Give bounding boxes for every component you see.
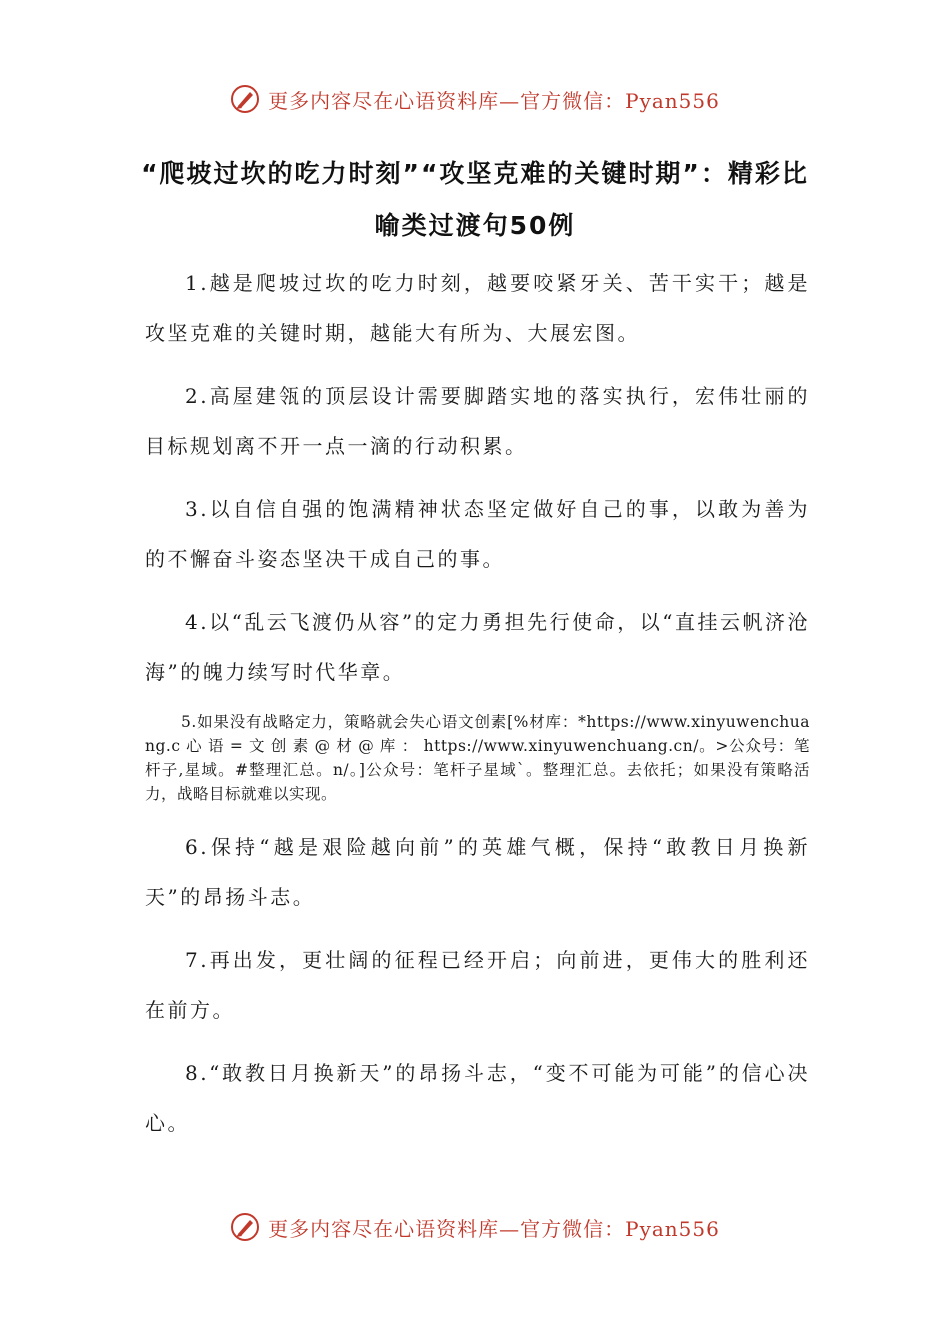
pen-logo-icon xyxy=(230,84,260,114)
page-title: “爬坡过坎的吃力时刻”“攻坚克难的关键时期”：精彩比喻类过渡句50例 xyxy=(141,159,809,240)
footer-banner xyxy=(0,1212,950,1242)
paragraph-5: 5.如果没有战略定力，策略就会失心语文创素[%材库：*https://www.xinyuwenchuang.c 心 语 = 文 创 素 @ 材 @ 库 ： https://www.xinyuwenchuang.cn/。>公众号：笔杆子,星域。#整理汇总。n/。]公众号：笔杆子星域`。整理汇总。去依托；如果没有策略活力，战略目标就难以实现。 xyxy=(145,713,810,803)
paragraph-8: 8.“敢教日月换新天”的昂扬斗志，“变不可能为可能”的信心决心。 xyxy=(145,1061,810,1135)
pen-logo-icon xyxy=(230,1212,260,1242)
paragraph-6: 6.保持“越是艰险越向前”的英雄气概，保持“敢教日月换新天”的昂扬斗志。 xyxy=(145,835,810,909)
paragraph-7: 7.再出发，更壮阔的征程已经开启；向前进，更伟大的胜利还在前方。 xyxy=(145,948,810,1022)
header-banner xyxy=(0,84,950,114)
paragraph-1: 1.越是爬坡过坎的吃力时刻，越要咬紧牙关、苦干实干；越是攻坚克难的关键时期，越能大有所为、大展宏图。 xyxy=(145,271,810,345)
paragraph-2: 2.高屋建瓴的顶层设计需要脚踏实地的落实执行，宏伟壮丽的目标规划离不开一点一滴的行动积累。 xyxy=(145,384,810,458)
header-banner-text: 更多内容尽在心语资料库—官方微信：Pyan556 xyxy=(268,88,720,113)
paragraph-3: 3.以自信自强的饱满精神状态坚定做好自己的事，以敢为善为的不懈奋斗姿态坚决干成自己的事。 xyxy=(145,497,810,571)
document-body xyxy=(145,258,810,1161)
footer-banner-text: 更多内容尽在心语资料库—官方微信：Pyan556 xyxy=(268,1216,720,1241)
paragraph-4: 4.以“乱云飞渡仍从容”的定力勇担先行使命，以“直挂云帆济沧海”的魄力续写时代华章。 xyxy=(145,610,810,684)
